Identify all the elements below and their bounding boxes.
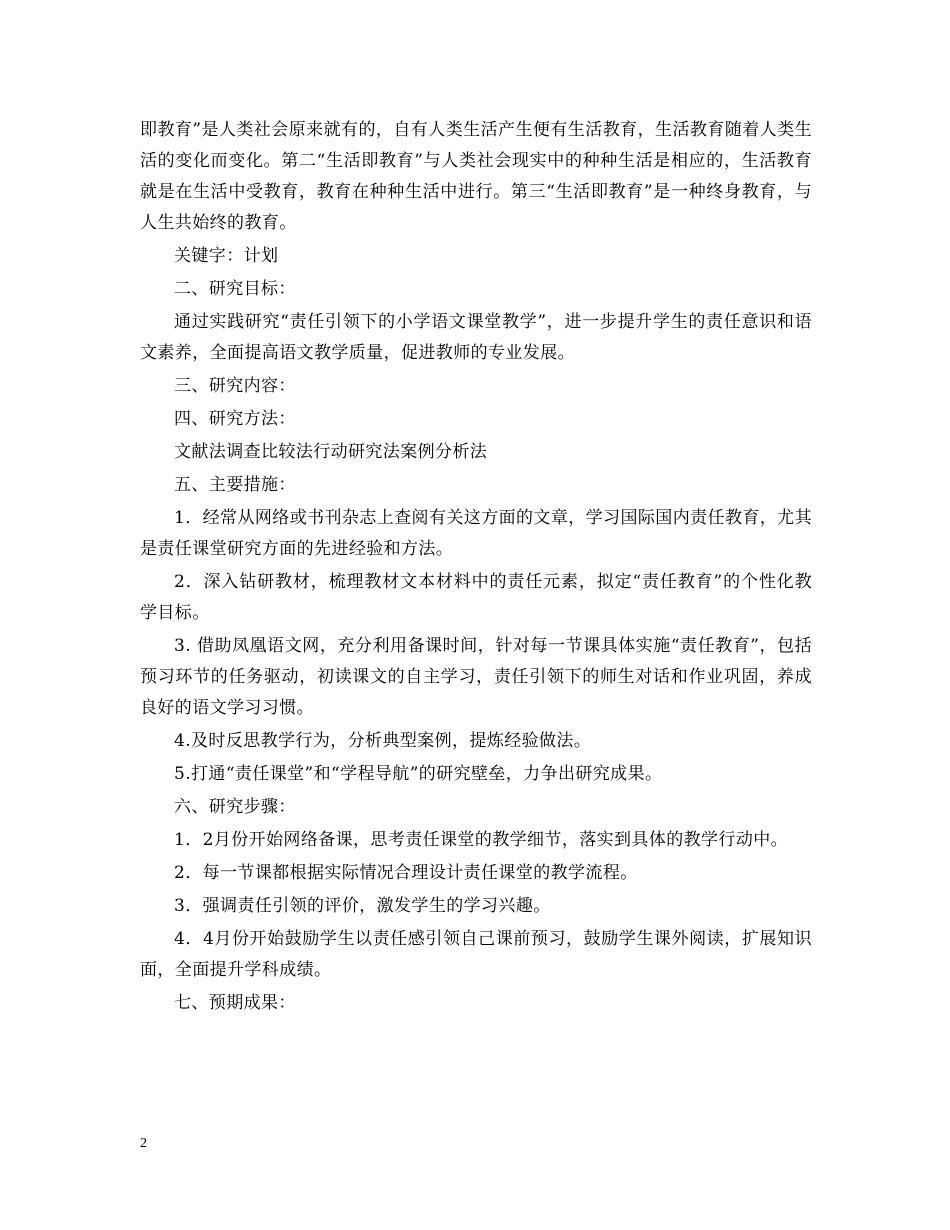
list-item: 4.及时反思教学行为，分析典型案例，提炼经验做法。 [174,731,592,751]
document-body [140,115,812,1021]
body-paragraph: 文献法调查比较法行动研究法案例分析法 [174,442,488,462]
list-item: 2．每一节课都根据实际情况合理设计责任课堂的教学流程。 [174,863,638,883]
section-heading: 七、预期成果： [174,993,296,1013]
keywords-line: 关键字：计划 [174,246,279,266]
section-heading: 四、研究方法： [174,409,296,429]
body-paragraph: 即教育”是人类社会原来就有的，自有人类生活产生便有生活教育，生活教育随着人类生活的变化而变化。第二“生活即教育”与人类社会现实中的种种生活是相应的，生活教育就是在生活中受教育，教育在种种生活中进行。第三“生活即教育”是一种终身教育，与人生共始终的教育。 [140,120,812,233]
section-heading: 三、研究内容： [174,376,296,396]
list-item: 3. 借助凤凰语文网，充分利用备课时间，针对每一节课具体实施“责任教育”，包括预习环节的任务驱动，初读课文的自主学习，责任引领下的师生对话和作业巩固，养成良好的语文学习习惯。 [140,636,812,718]
section-heading: 六、研究步骤： [174,797,296,817]
body-paragraph: 通过实践研究“责任引领下的小学语文课堂教学”，进一步提升学生的责任意识和语文素养，全面提高语文教学质量，促进教师的专业发展。 [140,312,812,363]
list-item: 1．经常从网络或书刊杂志上查阅有关这方面的文章，学习国际国内责任教育，尤其是责任课堂研究方面的先进经验和方法。 [140,508,812,559]
list-item: 4．4月份开始鼓励学生以责任感引领自己课前预习，鼓励学生课外阅读，扩展知识面，全面提升学科成绩。 [140,929,812,980]
list-item: 2．深入钻研教材，梳理教材文本材料中的责任元素，拟定“责任教育”的个性化教学目标。 [140,572,812,623]
page-number: 2 [140,1136,147,1151]
section-heading: 二、研究目标： [174,279,296,299]
section-heading: 五、主要措施： [174,475,296,495]
list-item: 5.打通“责任课堂”和“学程导航”的研究壁垒，力争出研究成果。 [174,764,663,784]
list-item: 1．2月份开始网络备课，思考责任课堂的教学细节，落实到具体的教学行动中。 [174,830,789,850]
list-item: 3．强调责任引领的评价，激发学生的学习兴趣。 [174,896,551,916]
